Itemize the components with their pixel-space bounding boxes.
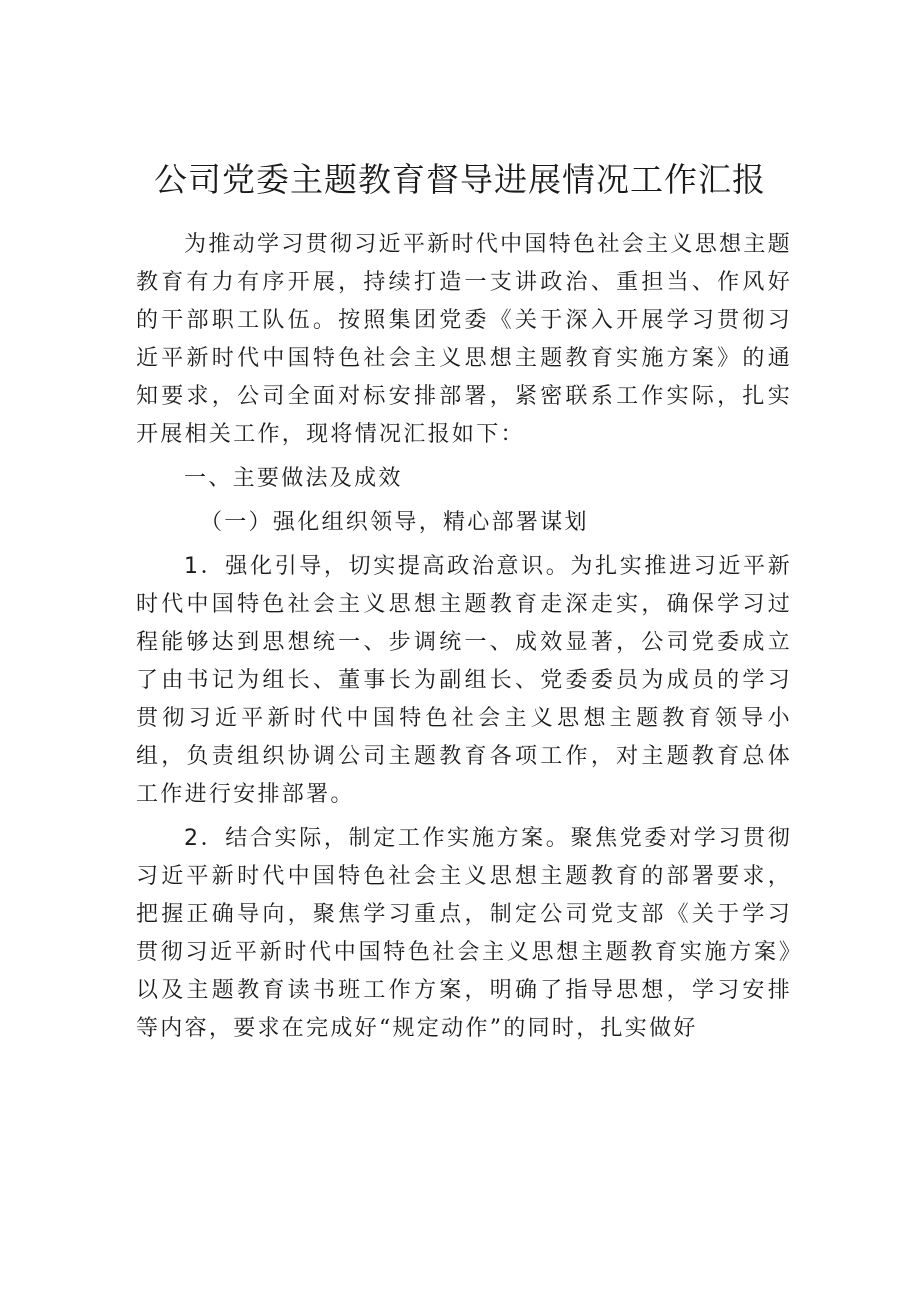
document-title: 公司党委主题教育督导进展情况工作汇报 [154,160,766,199]
document-body [136,226,792,1054]
item-1-paragraph [136,548,792,814]
item-2-paragraph [136,820,792,1048]
subsection-heading: （一）强化组织领导，精心部署谋划 [200,510,589,535]
intro-paragraph: 为推动学习贯彻习近平新时代中国特色社会主义思想主题教育有力有序开展，持续打造一支讲政治、重担当、作风好的干部职工队伍。按照集团党委《关于深入开展学习贯彻习近平新时代中国特色社会主义思想主题教育实施方案》的通知要求，公司全面对标安排部署，紧密联系工作实际，扎实开展相关工作，现将情况汇报如下： [136,232,792,447]
section-heading: 一、主要做法及成效 [184,466,403,491]
item-2-lead: 2．结合实际，制定工作实施方案。 [184,826,571,851]
item-2-text: 聚焦党委对学习贯彻习近平新时代中国特色社会主义思想主题教育的部署要求，把握正确导向，聚焦学习重点，制定公司党支部《关于学习贯彻习近平新时代中国特色社会主义思想主题教育实施方案》以及主题教育读书班工作方案，明确了指导思想，学习安排等内容，要求在完成好“规定动作”的同时，扎实做好 [136,826,792,1041]
item-1-lead: 1．强化引导，切实提高政治意识。 [184,554,571,579]
item-1-text: 为扎实推进习近平新时代中国特色社会主义思想主题教育走深走实，确保学习过程能够达到思想统一、步调统一、成效显著，公司党委成立了由书记为组长、董事长为副组长、党委委员为成员的学习贯彻习近平新时代中国特色社会主义思想主题教育领导小组，负责组织协调公司主题教育各项工作，对主题教育总体工作进行安排部署。 [136,554,792,807]
